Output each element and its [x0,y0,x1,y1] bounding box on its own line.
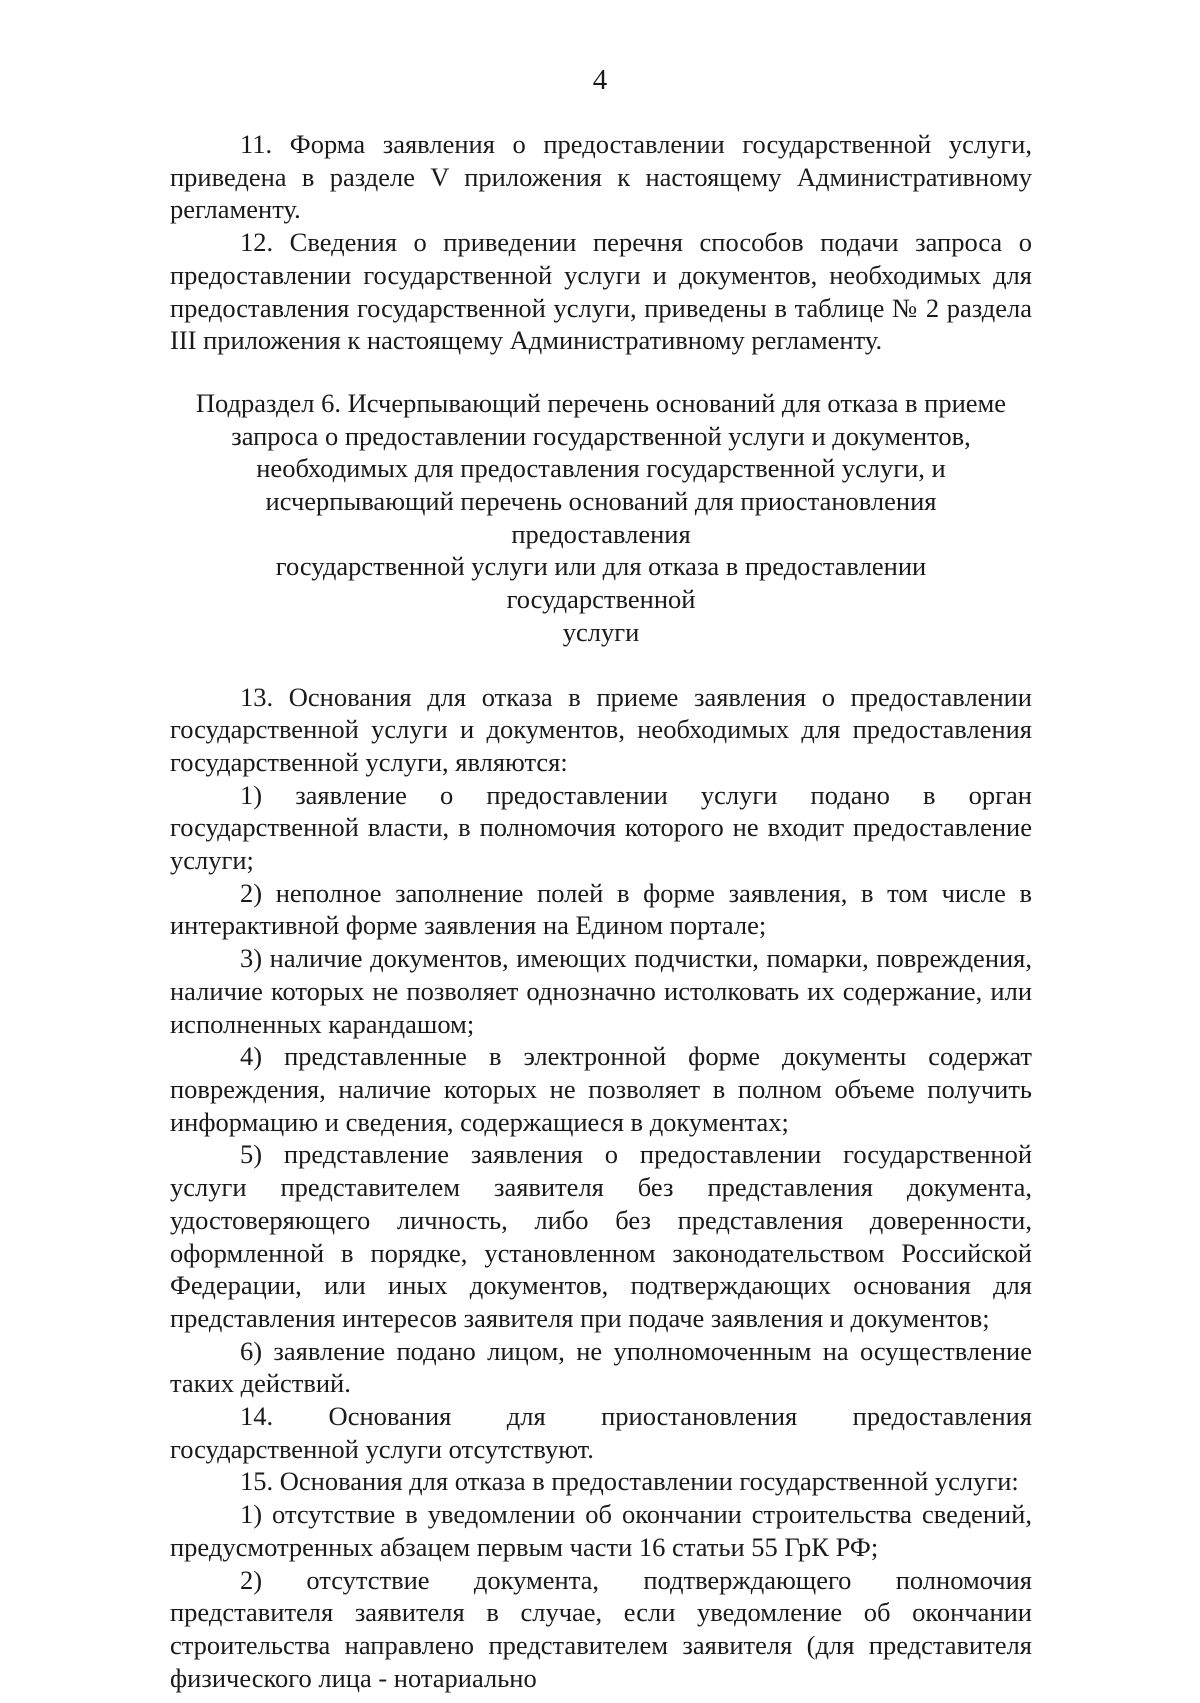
paragraph-12: 12. Сведения о приведении перечня способов подачи запроса о предоставлении государственной услуги и документов, необходимых для предоставления государственной услуги, приведены в таблице № 2 раздела III приложения к настоящему Административному регламенту. [170,227,1032,356]
heading-line: услуги [562,616,640,647]
list-item-13-6: 6) заявление подано лицом, не уполномоченным на осуществление таких действий. [170,1335,1032,1399]
heading-line: Подраздел 6. Исчерпывающий перечень оснований для отказа в приеме [195,387,1007,418]
paragraph-15: 15. Основания для отказа в предоставлении государственной услуги: [240,1466,1019,1497]
list-item-13-5: 5) представление заявления о предоставлении государственной услуги представителем заявителя без представления документа, удостоверяющего личность, либо без представления доверенности, оформленной в порядке, установленном законодательством Российской Федерации, или иных документов, подтверждающих основания для представления интересов заявителя при подаче заявления и документов; [170,1139,1032,1333]
list-item-13-2: 2) неполное заполнение полей в форме заявления, в том числе в интерактивной форме заявления на Едином портале; [170,877,1032,941]
paragraph-11: 11. Форма заявления о предоставлении государственной услуги, приведена в разделе V приложения к настоящему Административному регламенту. [170,129,1032,225]
list-item-15-2: 2) отсутствие документа, подтверждающего полномочия представителя заявителя в случае, если уведомление об окончании строительства направлено представителем заявителя (для представителя физического лица - нотариально [170,1564,1032,1693]
paragraph-14: 14. Основания для приостановления предоставления государственной услуги отсутствуют. [170,1401,1032,1464]
heading-line: государственной услуги или для отказа в предоставлении государственной [275,551,927,615]
list-item-15-1: 1) отсутствие в уведомлении об окончании строительства сведений, предусмотренных абзацем первым части 16 статьи 55 ГрК РФ; [170,1499,1032,1562]
document-body [170,128,1032,1694]
heading-line: необходимых для предоставления государственной услуги, и [256,453,946,484]
page-number: 4 [592,64,608,96]
subsection-heading [170,387,1032,649]
list-item-13-3: 3) наличие документов, имеющих подчистки, помарки, повреждения, наличие которых не позволяет однозначно истолковать их содержание, или исполненных карандашом; [170,943,1032,1039]
list-item-13-1: 1) заявление о предоставлении услуги подано в орган государственной власти, в полномочия которого не входит предоставление услуги; [170,779,1032,876]
heading-line: запроса о предоставлении государственной услуги и документов, [231,420,971,451]
paragraph-13: 13. Основания для отказа в приеме заявления о предоставлении государственной услуги и документов, необходимых для предоставления государственной услуги, являются: [170,681,1032,777]
list-item-13-4: 4) представленные в электронной форме документы содержат повреждения, наличие которых не позволяет в полном объеме получить информацию и сведения, содержащиеся в документах; [170,1041,1032,1137]
heading-line: исчерпывающий перечень оснований для приостановления предоставления [265,486,937,549]
